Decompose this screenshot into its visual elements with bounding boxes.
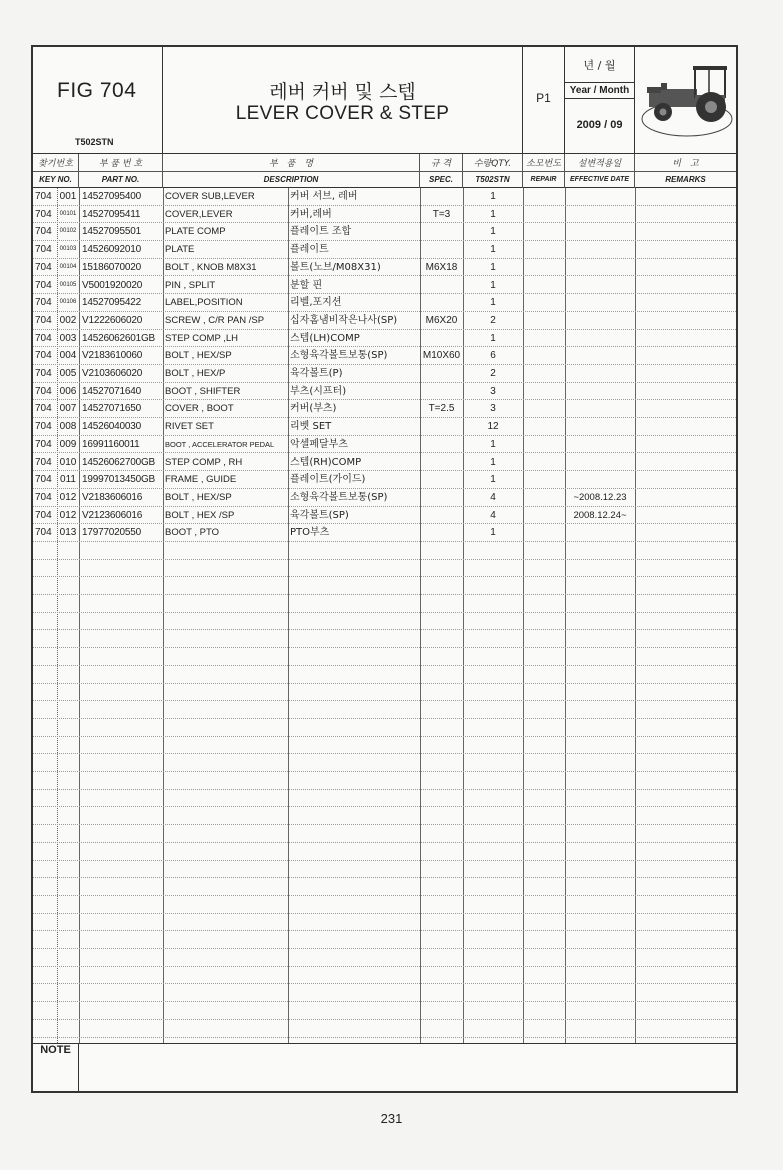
empty-row bbox=[33, 843, 736, 861]
sub-no: 005 bbox=[59, 368, 77, 379]
description-korean: 스텝(LH)COMP bbox=[290, 332, 360, 344]
key-no: 704 bbox=[35, 350, 52, 362]
part-number: V2103606020 bbox=[82, 368, 143, 379]
table-row bbox=[33, 330, 736, 348]
table-row bbox=[33, 383, 736, 401]
sub-no: 004 bbox=[59, 350, 77, 362]
part-number: V5001920020 bbox=[82, 279, 143, 291]
part-number: 16991160011 bbox=[82, 438, 140, 450]
empty-row bbox=[33, 985, 736, 1003]
quantity: 1 bbox=[490, 474, 496, 486]
part-number: V2183610060 bbox=[82, 350, 143, 362]
sub-no: 00106 bbox=[59, 299, 77, 306]
description: BOLT , HEX/SP bbox=[165, 491, 232, 503]
part-number: 19997013450GB bbox=[82, 474, 156, 486]
description: FRAME , GUIDE bbox=[165, 474, 237, 486]
quantity: 1 bbox=[490, 456, 496, 468]
empty-row bbox=[33, 754, 736, 772]
quantity: 12 bbox=[487, 421, 499, 433]
key-no: 704 bbox=[35, 226, 52, 238]
parts-sheet bbox=[31, 45, 738, 1093]
table-row bbox=[33, 436, 736, 454]
page-number: 231 bbox=[380, 1111, 403, 1126]
quantity: 2 bbox=[490, 314, 496, 326]
description: BOOT , PTO bbox=[165, 527, 220, 539]
key-no: 704 bbox=[35, 456, 52, 468]
description: BOOT , ACCELERATOR PEDAL bbox=[165, 439, 275, 449]
effective-date: ~2008.12.23 bbox=[573, 491, 627, 503]
description: STEP COMP , RH bbox=[165, 456, 243, 468]
empty-row bbox=[33, 914, 736, 932]
key-no: 704 bbox=[35, 403, 52, 415]
date-box bbox=[565, 47, 635, 154]
sub-no: 002 bbox=[59, 314, 77, 326]
table-row bbox=[33, 400, 736, 418]
table-row bbox=[33, 365, 736, 383]
description: SCREW , C/R PAN /SP bbox=[165, 314, 265, 326]
empty-row bbox=[33, 701, 736, 719]
figure-number: FIG 704 bbox=[57, 79, 137, 102]
quantity: 1 bbox=[490, 438, 496, 450]
description: PIN , SPLIT bbox=[165, 279, 216, 291]
empty-row bbox=[33, 719, 736, 737]
col-effective-date: 설변적용일 EFFECTIVE DATE bbox=[565, 154, 635, 188]
empty-row bbox=[33, 613, 736, 631]
empty-row bbox=[33, 577, 736, 595]
description: COVER SUB,LEVER bbox=[165, 191, 255, 202]
empty-row bbox=[33, 896, 736, 914]
title-korean: 레버 커버 및 스텝 bbox=[269, 81, 416, 103]
sub-no: 010 bbox=[59, 456, 77, 468]
sub-no: 007 bbox=[59, 403, 77, 415]
part-number: V2183606016 bbox=[82, 491, 143, 503]
sub-no: 006 bbox=[59, 385, 77, 397]
col-spec: 규 격 SPEC. bbox=[420, 154, 463, 188]
sub-no: 012 bbox=[59, 491, 77, 503]
effective-date: 2008.12.24~ bbox=[573, 509, 627, 521]
part-number: 14527095501 bbox=[82, 226, 141, 238]
empty-row bbox=[33, 1020, 736, 1038]
part-number: 14527071640 bbox=[82, 385, 141, 397]
description: BOOT , SHIFTER bbox=[165, 385, 241, 397]
part-number: 17977020550 bbox=[82, 527, 141, 539]
description: BOLT , HEX/P bbox=[165, 368, 226, 379]
figure-box bbox=[33, 47, 163, 154]
description-korean: 볼트(노브/M08X31) bbox=[290, 261, 381, 273]
empty-row bbox=[33, 1002, 736, 1020]
quantity: 1 bbox=[490, 297, 496, 309]
empty-row bbox=[33, 878, 736, 896]
table-row bbox=[33, 489, 736, 507]
issue-date: 2009 / 09 bbox=[576, 119, 623, 131]
table-row bbox=[33, 223, 736, 241]
quantity: 1 bbox=[490, 191, 496, 202]
empty-row bbox=[33, 931, 736, 949]
table-row bbox=[33, 524, 736, 542]
key-no: 704 bbox=[35, 491, 52, 503]
quantity: 6 bbox=[490, 350, 496, 362]
description-korean: 리벨,포지션 bbox=[290, 297, 342, 309]
table-row bbox=[33, 507, 736, 525]
description: COVER , BOOT bbox=[165, 403, 234, 415]
description-korean: 분할 핀 bbox=[290, 279, 323, 291]
description-korean: 부츠(시프터) bbox=[290, 385, 347, 397]
quantity: 1 bbox=[490, 226, 496, 238]
key-no: 704 bbox=[35, 421, 52, 433]
part-number: 14526062601GB bbox=[82, 332, 156, 344]
description-korean: 악셀페달부츠 bbox=[290, 438, 348, 450]
spec: M6X20 bbox=[425, 314, 458, 326]
description-korean: PTO부츠 bbox=[290, 527, 330, 539]
empty-row bbox=[33, 772, 736, 790]
part-number: 14527095411 bbox=[82, 208, 141, 220]
description-korean: 플레이트 bbox=[290, 244, 329, 256]
part-number: 14526092010 bbox=[82, 244, 141, 256]
table-row bbox=[33, 259, 736, 277]
key-no: 704 bbox=[35, 368, 52, 379]
sub-no: 00105 bbox=[59, 281, 77, 288]
empty-row bbox=[33, 560, 736, 578]
sub-no: 001 bbox=[59, 191, 77, 202]
key-no: 704 bbox=[35, 279, 52, 291]
quantity: 3 bbox=[490, 403, 496, 415]
description-korean: 스텝(RH)COMP bbox=[290, 456, 362, 468]
description-korean: 육각볼트(SP) bbox=[290, 509, 349, 521]
spec: M6X18 bbox=[425, 261, 458, 273]
empty-row bbox=[33, 825, 736, 843]
empty-row bbox=[33, 949, 736, 967]
sub-no: 009 bbox=[59, 438, 77, 450]
quantity: 4 bbox=[490, 491, 496, 503]
quantity: 2 bbox=[490, 368, 496, 379]
quantity: 1 bbox=[490, 332, 496, 344]
description: RIVET SET bbox=[165, 421, 214, 433]
year-month-english: Year / Month bbox=[565, 82, 634, 99]
description-korean: 커버,레버 bbox=[290, 208, 332, 220]
part-number: 14527095422 bbox=[82, 297, 141, 309]
quantity: 1 bbox=[490, 527, 496, 539]
page-box bbox=[523, 47, 565, 154]
quantity: 1 bbox=[490, 279, 496, 291]
description-korean: 플레이트(가이드) bbox=[290, 474, 366, 486]
empty-row bbox=[33, 737, 736, 755]
spec: T=3 bbox=[432, 208, 451, 220]
key-no: 704 bbox=[35, 332, 52, 344]
empty-row bbox=[33, 790, 736, 808]
sub-no: 008 bbox=[59, 421, 77, 433]
sub-no: 00101 bbox=[59, 210, 77, 217]
key-no: 704 bbox=[35, 297, 52, 309]
tractor-image-box bbox=[635, 47, 736, 154]
col-repair: 소모번도 REPAIR bbox=[523, 154, 565, 188]
part-number: 14526062700GB bbox=[82, 456, 156, 468]
empty-row bbox=[33, 648, 736, 666]
model-code: T502STN bbox=[75, 137, 114, 147]
description-korean: 커버(부츠) bbox=[290, 403, 337, 415]
table-row bbox=[33, 294, 736, 312]
table-row bbox=[33, 418, 736, 436]
part-number: 14527095400 bbox=[82, 191, 141, 202]
description: BOLT , HEX /SP bbox=[165, 509, 235, 521]
sub-no: 012 bbox=[59, 509, 77, 521]
sub-no: 011 bbox=[60, 474, 76, 486]
spec: T=2.5 bbox=[428, 403, 455, 415]
col-part-no: 부 품 번 호 PART NO. bbox=[79, 154, 163, 188]
empty-row bbox=[33, 861, 736, 879]
tractor-icon bbox=[639, 57, 733, 137]
description-korean: 플레이트 조합 bbox=[290, 226, 352, 238]
quantity: 1 bbox=[490, 208, 496, 220]
page-code: P1 bbox=[536, 91, 551, 105]
empty-row bbox=[33, 595, 736, 613]
description-korean: 십자홈냄비작은나사(SP) bbox=[290, 314, 398, 326]
sub-no: 013 bbox=[59, 527, 77, 539]
key-no: 704 bbox=[35, 385, 52, 397]
table-row bbox=[33, 347, 736, 365]
year-month-korean: 년 / 월 bbox=[583, 59, 616, 72]
sub-no: 00104 bbox=[59, 263, 77, 270]
description-korean: 소형육각볼트보통(SP) bbox=[290, 350, 388, 362]
empty-row bbox=[33, 542, 736, 560]
empty-row bbox=[33, 684, 736, 702]
table-row bbox=[33, 277, 736, 295]
part-number: V2123606016 bbox=[82, 509, 143, 521]
description: LABEL,POSITION bbox=[165, 297, 243, 309]
key-no: 704 bbox=[35, 244, 52, 256]
sub-no: 00103 bbox=[59, 246, 77, 253]
part-number: 14526040030 bbox=[82, 421, 141, 433]
part-number: 14527071650 bbox=[82, 403, 141, 415]
key-no: 704 bbox=[35, 208, 52, 220]
quantity: 4 bbox=[490, 509, 496, 521]
column-headers bbox=[33, 154, 736, 188]
empty-row bbox=[33, 631, 736, 649]
description-korean: 소형육각볼트보통(SP) bbox=[290, 491, 388, 503]
description: BOLT , HEX/SP bbox=[165, 350, 232, 362]
col-qty: 수량QTY. T502STN bbox=[463, 154, 523, 188]
key-no: 704 bbox=[35, 314, 52, 326]
key-no: 704 bbox=[35, 438, 52, 450]
description: BOLT , KNOB M8X31 bbox=[165, 261, 257, 273]
quantity: 1 bbox=[490, 261, 496, 273]
table-row bbox=[33, 206, 736, 224]
empty-row bbox=[33, 808, 736, 826]
empty-row bbox=[33, 666, 736, 684]
note-label: NOTE bbox=[33, 1044, 79, 1092]
description: PLATE bbox=[165, 244, 195, 256]
col-key: 찾기번호 KEY NO. bbox=[33, 154, 79, 188]
key-no: 704 bbox=[35, 509, 52, 521]
table-row bbox=[33, 454, 736, 472]
description-korean: 리벳 SET bbox=[290, 421, 332, 433]
description-korean: 육각볼트(P) bbox=[290, 368, 343, 379]
part-number: V1222606020 bbox=[82, 314, 143, 326]
quantity: 1 bbox=[490, 244, 496, 256]
quantity: 3 bbox=[490, 385, 496, 397]
description: STEP COMP ,LH bbox=[165, 332, 239, 344]
key-no: 704 bbox=[35, 474, 52, 486]
title-english: LEVER COVER & STEP bbox=[235, 103, 450, 124]
description-korean: 커버 서브, 레버 bbox=[290, 191, 358, 202]
note-section bbox=[33, 1043, 736, 1091]
spec: M10X60 bbox=[422, 350, 461, 362]
part-number: 15186070020 bbox=[82, 261, 141, 273]
table-row bbox=[33, 471, 736, 489]
col-description: 부 품 명 DESCRIPTION bbox=[163, 154, 420, 188]
sheet-header bbox=[33, 47, 736, 154]
sub-no: 003 bbox=[59, 332, 77, 344]
description: PLATE COMP bbox=[165, 226, 226, 238]
key-no: 704 bbox=[35, 527, 52, 539]
sub-no: 00102 bbox=[59, 228, 77, 235]
table-row bbox=[33, 188, 736, 206]
table-row bbox=[33, 241, 736, 259]
empty-row bbox=[33, 967, 736, 985]
table-row bbox=[33, 312, 736, 330]
description: COVER,LEVER bbox=[165, 208, 233, 220]
key-no: 704 bbox=[35, 261, 52, 273]
parts-table bbox=[33, 188, 736, 1043]
col-remarks: 비 고 REMARKS bbox=[635, 154, 736, 188]
key-no: 704 bbox=[35, 191, 52, 202]
title-box bbox=[163, 47, 523, 154]
